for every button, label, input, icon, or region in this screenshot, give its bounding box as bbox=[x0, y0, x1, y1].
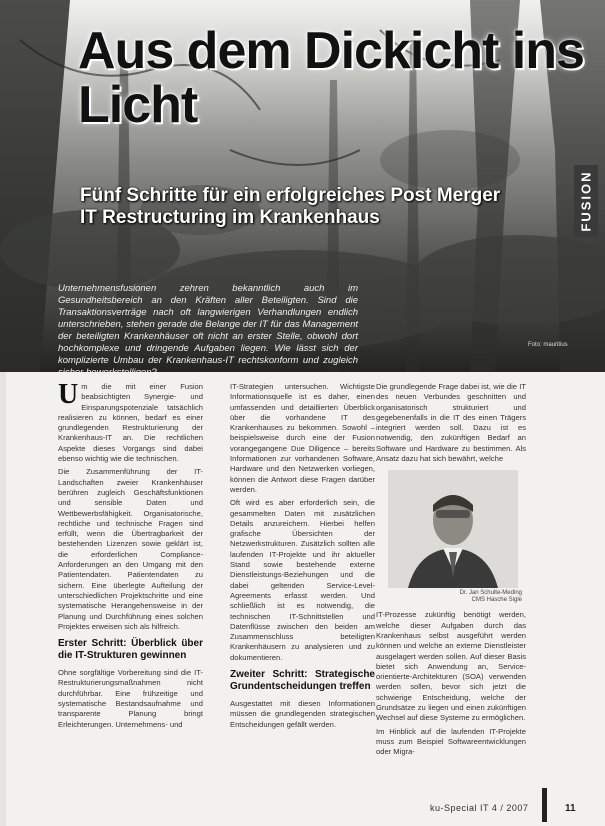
column-2 bbox=[230, 382, 375, 733]
portrait-caption bbox=[376, 590, 522, 604]
paragraph-text: m die mit einer Fusion beabsichtigten Synergie- und Einsparungspotenziale tatsächlich realisieren zu können, bedarf es einer grundlegenden Restrukturierung der Krankenhaus-IT an. Die rechtlichen Aspekte dieses Vorgangs sind dabei ebenso wichtig wie die technischen. bbox=[58, 382, 203, 464]
column-1 bbox=[58, 379, 203, 733]
hero-image bbox=[0, 0, 605, 378]
author-photo bbox=[388, 470, 518, 588]
author-portrait bbox=[388, 470, 518, 588]
article-title: Aus dem Dickicht ins Licht bbox=[78, 22, 584, 134]
caption-name: Dr. Jan Schulte-Meding bbox=[459, 590, 522, 597]
photo-credit: Foto: mauritius bbox=[528, 342, 568, 348]
article-teaser: Unternehmensfusionen zehren bekanntlich auch im Gesundheitsbereich an den Kräften aller Beteiligten. Sind die Transaktionsverträge nach oft langwierigen Verhandlungen endlich unterschrieben, stehen gerade die Belange der IT für das Management der beteiligten Krankenhäuser oft nicht an erster Stelle, obwohl dort hochkomplexe und dringende Aufgaben liegen. Wie lässt sich der komplizierte Umbau der Krankenhaus-IT rechtskonform und zugleich sicher bewerkstelligen? bbox=[58, 283, 358, 378]
paragraph: IT-Strategien untersuchen. Wichtigste Informationsquelle ist es daher, einen umfassenden und detaillierten Überblick über die vorhandene IT des Krankenhauses zu bekommen. Sowohl – beispielsweise durch eine der Fusion vorangegangene Due Diligence – bereits Informationen zur vorhandenen Software, Hardware und den Netzwerken vorliegen, können die Antwort diese Fragen darüber werden. bbox=[230, 382, 375, 494]
paragraph: IT-Prozesse zukünftig benötigt werden, welche dieser Aufgaben durch das Krankenhaus selbst ausgeführt werden können und welche an externe Dienstleister ausgelagert werden sollen. Auf dieser Basis bietet sich Anwendung an, Service-orientierte-Architekturen (SOA) verwenden werden sollen, bevor sich jetzt die schwierige Entscheidung, welche der Grundsätze zu liegen und einen zukünftigen Wechsel auf diese Systeme zu ermöglichen. bbox=[376, 610, 526, 723]
page-number: 11 bbox=[565, 803, 576, 814]
section-label: FUSION bbox=[578, 170, 594, 232]
footer-bar bbox=[542, 788, 547, 822]
article-body bbox=[58, 379, 543, 782]
paragraph: Ausgestattet mit diesen Informationen müssen die grundlegenden strategischen Entscheidungen gefällt werden. bbox=[230, 699, 375, 729]
drop-cap: U bbox=[58, 379, 79, 410]
article-subtitle: Fünf Schritte für ein erfolgreiches Post Merger IT Restructuring im Krankenhaus bbox=[80, 185, 501, 228]
magazine-footer: ku-Special IT 4 / 2007 bbox=[430, 803, 529, 813]
section-heading-1: Erster Schritt: Überblick über die IT-Strukturen gewinnen bbox=[58, 638, 203, 662]
paragraph: Oft wird es aber erforderlich sein, die gesammelten Daten mit zusätzlichen Details anzureichern. Hierbei helfen grafische Übersichten der Netzwerkstrukturen. Zusätzlich sollten alle laufenden IT-Projekte und ihr aktueller Stand sowie bestehende externe Dienstleistungs-Beziehungen und die dabei geltenden Service-Level-Agreements erfasst werden. Und schließlich ist es notwendig, die technischen IT-Schnittstellen und Datenflüsse zwischen den beiden am Zusammenschluss beteiligten Krankenhäusern zu analysieren und zu dokumentieren. bbox=[230, 498, 375, 662]
section-tab bbox=[574, 165, 598, 237]
paragraph: Im Hinblick auf die laufenden IT-Projekte muss zum Beispiel Softwareentwicklungen oder Migra- bbox=[376, 726, 526, 757]
section-heading-2: Zweiter Schritt: Strategische Grundentscheidungen treffen bbox=[230, 669, 375, 693]
paragraph: Ohne sorgfältige Vorbereitung sind die IT-Restrukturierungsmaßnahmen nicht durchführbar. Eine frühzeitige und systematische Bestandsaufnahme und transparente Planung bringt Erleichterungen. Unternehmens- und bbox=[58, 668, 203, 729]
caption-role: CMS Hasche Sigle bbox=[471, 597, 522, 604]
column-3 bbox=[376, 382, 526, 761]
paragraph bbox=[58, 379, 203, 464]
paragraph: Die grundlegende Frage dabei ist, wie die IT des neuen Verbundes geschnitten und organisatorisch strukturiert und gegebenenfalls in die IT des einen Trägers integriert werden soll. Dazu ist es notwendig, den zukünftigen Bedarf an Software und Hardware zu bestimmen. Als Ansatz dazu hat sich bewährt, welche bbox=[376, 382, 526, 464]
paragraph: Die Zusammenführung der IT-Landschaften zweier Krankenhäuser berühren zugleich Geschäftsfunktionen und sensible Daten und Wettbewerbsfähigkeit. Organisatorische, rechtliche und technische Fragen sind erfüllt, wenn die Übertragbarkeit der bestehenden Lizenzen sowie geklärt ist, die erforderlichen Compliance-Anforderungen an den Umgang mit den Patientendaten. Patientendaten zu sichern. Eine überlegte Aufteilung der unterschiedlichen Projektschritte und eine systematische Herangehensweise in der Planung und Durchführung eines solchen Projektes erweisen sich als hilfreich. bbox=[58, 467, 203, 631]
